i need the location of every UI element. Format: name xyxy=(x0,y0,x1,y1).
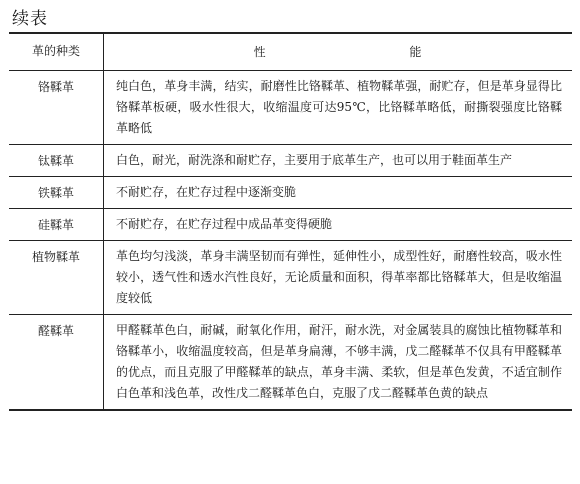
table-row xyxy=(9,209,572,241)
leather-properties: 不耐贮存，在贮存过程中逐渐变脆 xyxy=(104,177,573,209)
leather-properties-table xyxy=(9,32,572,411)
table-row xyxy=(9,315,572,411)
leather-properties: 甲醛鞣革色白，耐碱，耐氧化作用，耐汗，耐水洗，对金属装具的腐蚀比植物鞣革和铬鞣革小，收缩温度较高，但是革身扁薄，不够丰满，戊二醛鞣革不仅具有甲醛鞣革的优点，而且克服了甲醛鞣革的缺点，革身丰满、柔软，但是革色发黄，不适宜制作白色革和浅色革，改性戊二醛鞣革色白，克服了戊二醛鞣革色黄的缺点 xyxy=(104,315,573,411)
table-header-row xyxy=(9,33,572,71)
leather-properties: 纯白色，革身丰满，结实，耐磨性比铬鞣革、植物鞣革强，耐贮存，但是革身显得比铬鞣革板硬，吸水性很大，收缩温度可达95℃，比铬鞣革略低，耐撕裂强度比铬鞣革略低 xyxy=(104,71,573,145)
header-leather-type: 革的种类 xyxy=(9,33,104,71)
leather-type: 硅鞣革 xyxy=(9,209,104,241)
leather-type: 钛鞣革 xyxy=(9,145,104,177)
table-caption: 续表 xyxy=(12,9,48,29)
leather-type: 铁鞣革 xyxy=(9,177,104,209)
leather-properties: 不耐贮存，在贮存过程中成品革变得硬脆 xyxy=(104,209,573,241)
table-row xyxy=(9,145,572,177)
leather-properties: 白色，耐光，耐洗涤和耐贮存，主要用于底革生产，也可以用于鞋面革生产 xyxy=(104,145,573,177)
leather-properties: 革色均匀浅淡，革身丰满坚韧而有弹性，延伸性小，成型性好，耐磨性较高，吸水性较小，透气性和透水汽性良好，无论质量和面积，得革率都比铬鞣革大，但是收缩温度较低 xyxy=(104,241,573,315)
leather-type: 植物鞣革 xyxy=(9,241,104,315)
table-row xyxy=(9,177,572,209)
leather-type: 醛鞣革 xyxy=(9,315,104,411)
header-properties: 性 能 xyxy=(104,33,573,71)
table-row xyxy=(9,71,572,145)
leather-type: 铬鞣革 xyxy=(9,71,104,145)
table-row xyxy=(9,241,572,315)
